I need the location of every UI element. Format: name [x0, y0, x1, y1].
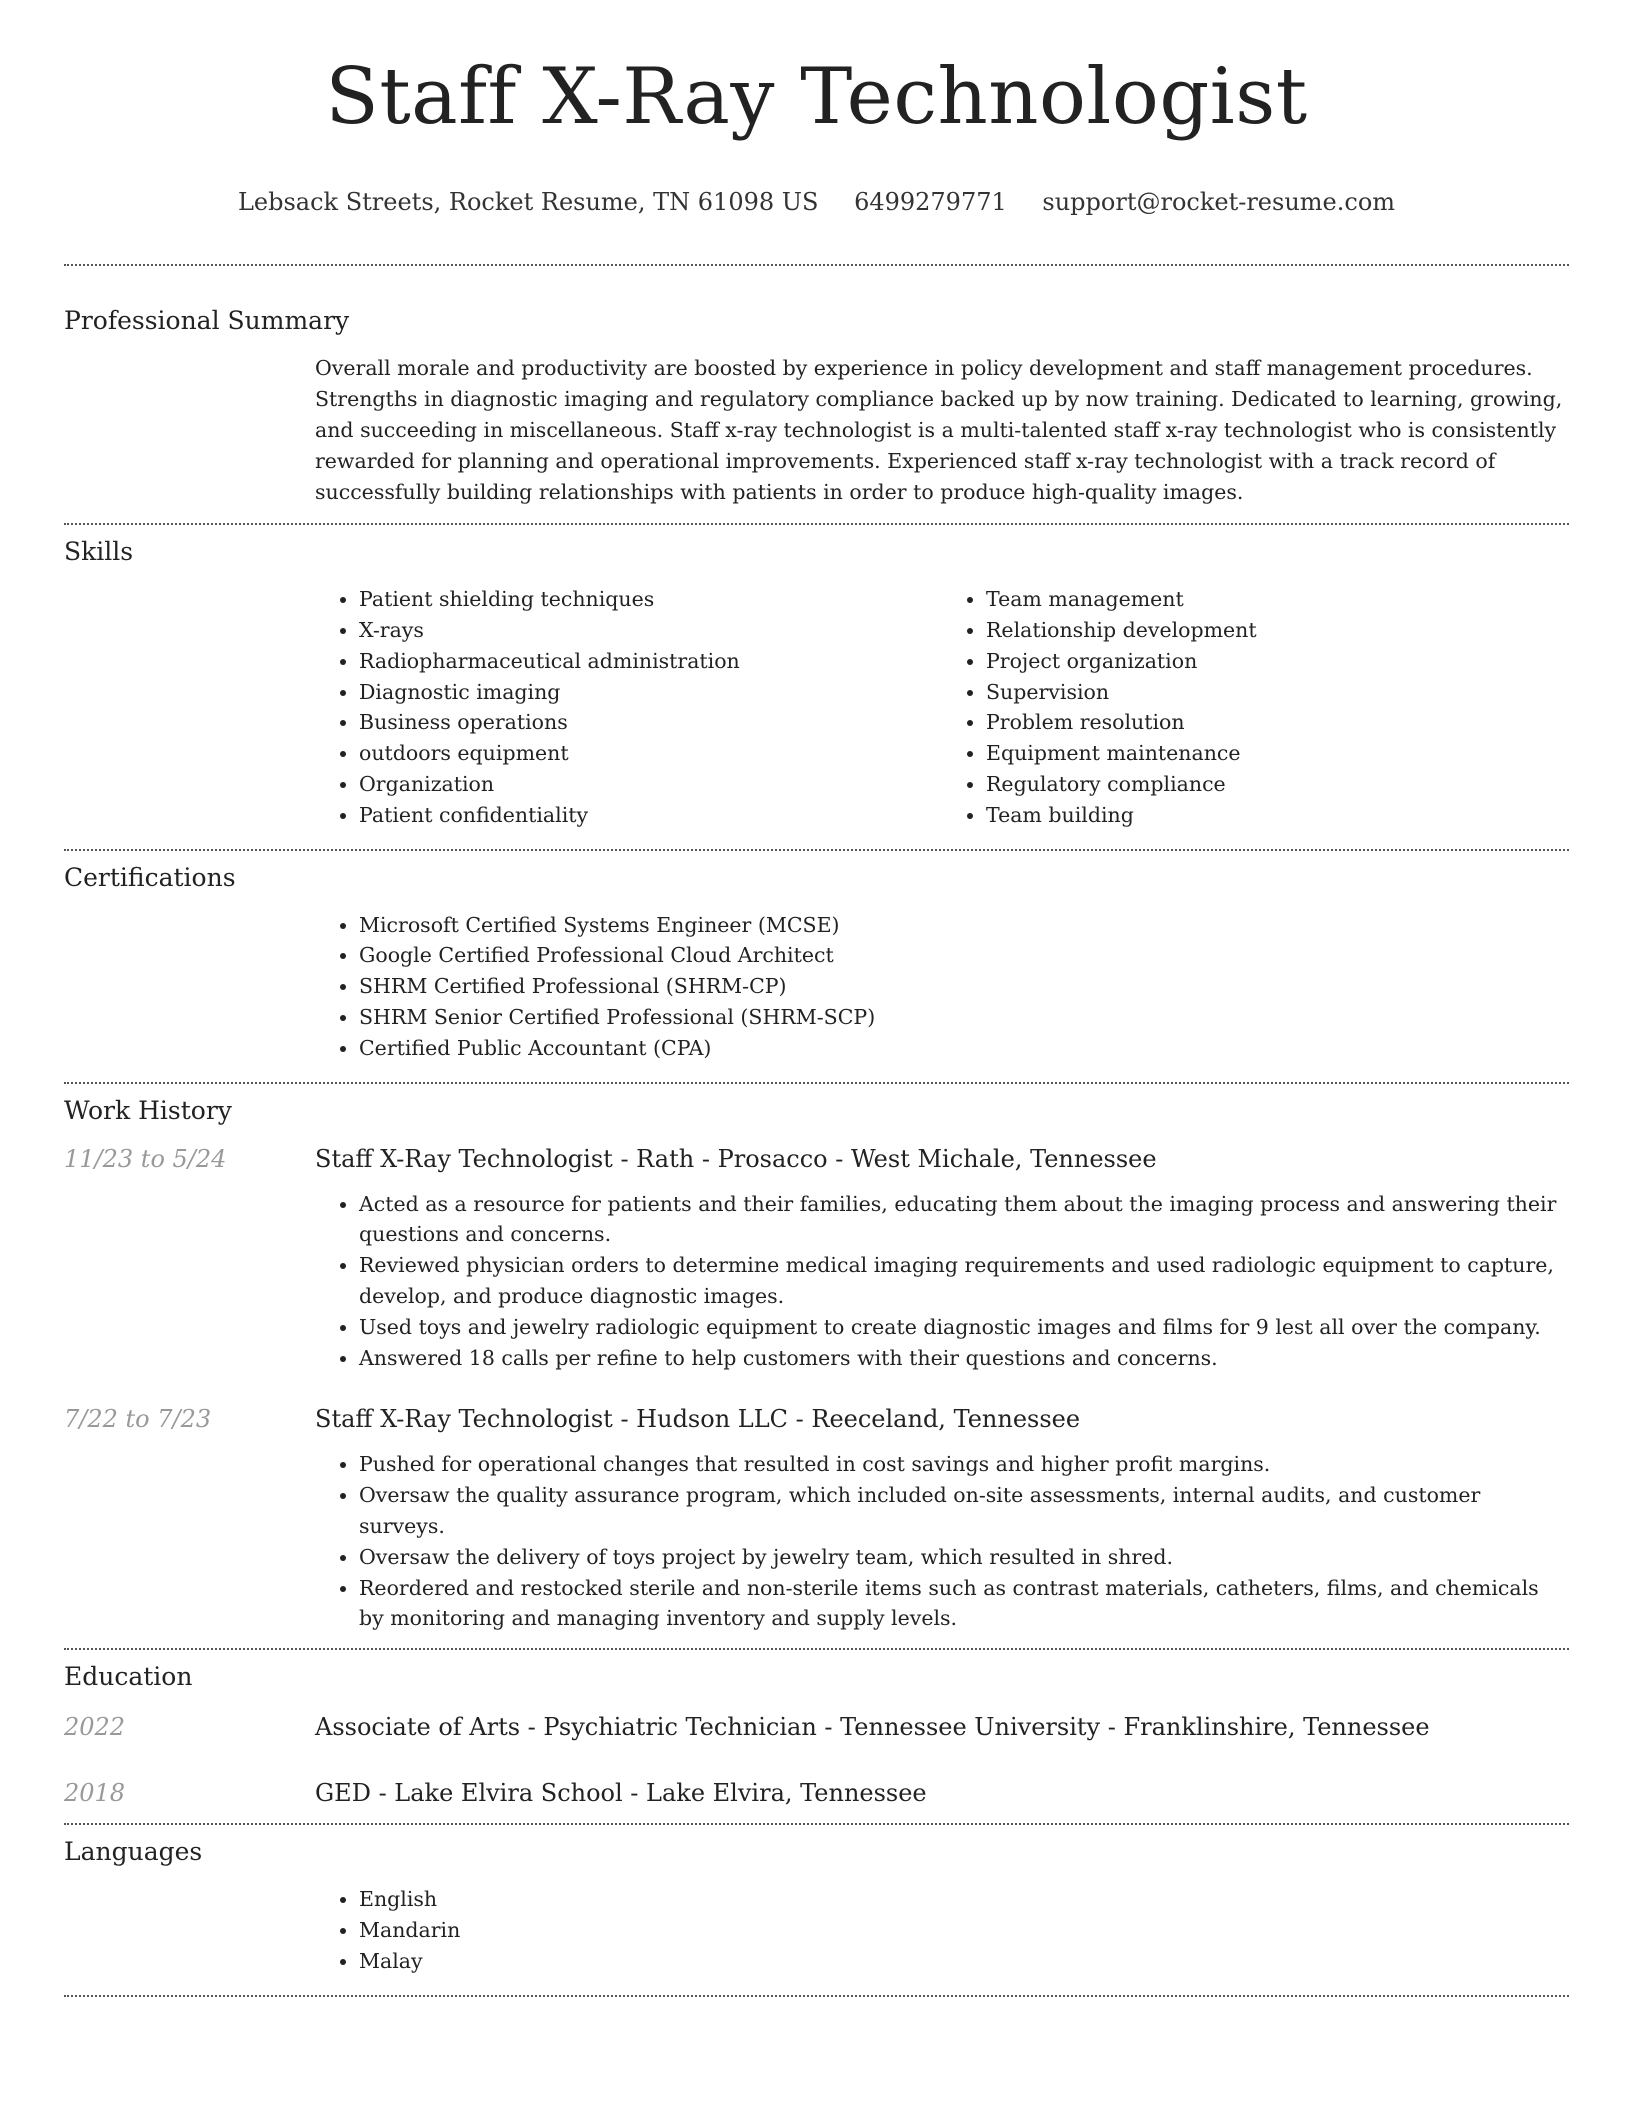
language-item: • Mandarin [359, 1915, 1569, 1946]
education-year: 2022 [64, 1713, 126, 1742]
skill-item: • Radiopharmaceutical administration [359, 646, 942, 677]
skill-item: • Business operations [359, 707, 942, 738]
work-history-title: Work History [64, 1095, 232, 1125]
section-divider [64, 523, 1569, 525]
contact-email: support@rocket-resume.com [1042, 188, 1396, 217]
education-degree: GED - Lake Elvira School - Lake Elvira, Tennessee [315, 1779, 927, 1808]
contact-phone: 6499279771 [854, 188, 1007, 217]
skills-list-left [315, 584, 942, 830]
resume-page [64, 0, 1569, 1997]
language-item: • English [359, 1884, 1569, 1915]
certifications-list [315, 910, 1569, 1064]
certification-item: • Certified Public Accountant (CPA) [359, 1033, 1569, 1064]
section-divider [64, 1823, 1569, 1825]
candidate-name: Staff X-Ray Technologist [325, 52, 1308, 142]
certifications-title: Certifications [64, 862, 236, 892]
certification-item: • Google Certified Professional Cloud Architect [359, 940, 1569, 971]
summary-section [64, 306, 1569, 508]
education-year: 2018 [64, 1779, 126, 1808]
skill-item: • Relationship development [986, 615, 1569, 646]
work-history-section [64, 1096, 1569, 1635]
skills-title: Skills [64, 537, 134, 567]
skills-list-right [942, 584, 1569, 830]
section-divider [64, 849, 1569, 851]
education-entry [64, 1779, 1569, 1807]
education-section [64, 1662, 1569, 1807]
section-divider [64, 1995, 1569, 1997]
skill-item: • Supervision [986, 677, 1569, 708]
skill-item: • outdoors equipment [359, 738, 942, 769]
skill-item: • X-rays [359, 615, 942, 646]
skill-item: • Project organization [986, 646, 1569, 677]
job-heading: Staff X-Ray Technologist - Hudson LLC - Reeceland, Tennessee [315, 1405, 1081, 1434]
job-dates: 11/23 to 5/24 [64, 1144, 227, 1173]
skills-grid [315, 584, 1569, 830]
summary-title: Professional Summary [64, 306, 350, 336]
certification-item: • Microsoft Certified Systems Engineer (MCSE) [359, 910, 1569, 941]
skills-section [64, 537, 1569, 830]
job-heading: Staff X-Ray Technologist - Rath - Prosacco - West Michale, Tennessee [315, 1144, 1157, 1173]
job-bullet: • Answered 18 calls per refine to help customers with their questions and concerns. [359, 1343, 1569, 1374]
skill-item: • Patient shielding techniques [359, 584, 942, 615]
summary-text: Overall morale and productivity are boosted by experience in policy development and staff management procedures. Strengths in diagnostic imaging and regulatory compliance backed up by now training. Dedicated to learning, growing, and succeeding in miscellaneous. Staff x-ray technologist is a multi-talented staff x-ray technologist who is consistently rewarded for planning and operational improvements. Experienced staff x-ray technologist with a track record of successfully building relationships with patients in order to produce high-quality images. [315, 356, 1563, 505]
skill-item: • Regulatory compliance [986, 769, 1569, 800]
language-item: • Malay [359, 1946, 1569, 1977]
education-degree: Associate of Arts - Psychiatric Technician - Tennessee University - Franklinshire, Tennessee [315, 1713, 1430, 1742]
job-bullet: • Pushed for operational changes that resulted in cost savings and higher profit margins. [359, 1449, 1569, 1480]
skill-item: • Equipment maintenance [986, 738, 1569, 769]
job-bullet: • Acted as a resource for patients and their families, educating them about the imaging process and answering their questions and concerns. [359, 1189, 1569, 1251]
job-bullets [315, 1449, 1569, 1634]
education-title: Education [64, 1662, 193, 1692]
job-entry [64, 1405, 1569, 1433]
section-divider [64, 264, 1569, 266]
job-bullet: • Oversaw the quality assurance program, which included on-site assessments, internal audits, and customer surveys. [359, 1480, 1569, 1542]
certification-item: • SHRM Certified Professional (SHRM-CP) [359, 971, 1569, 1002]
job-bullet: • Used toys and jewelry radiologic equipment to create diagnostic images and films for 9 lest all over the company. [359, 1312, 1569, 1343]
skill-item: • Organization [359, 769, 942, 800]
skill-item: • Diagnostic imaging [359, 677, 942, 708]
contact-line [64, 188, 1569, 216]
job-bullets [315, 1189, 1569, 1374]
job-entry [64, 1145, 1569, 1173]
education-entry [64, 1713, 1569, 1741]
languages-section [64, 1837, 1569, 1976]
languages-list [315, 1884, 1569, 1976]
skill-item: • Problem resolution [986, 707, 1569, 738]
job-bullet: • Reordered and restocked sterile and non-sterile items such as contrast materials, catheters, films, and chemicals by monitoring and managing inventory and supply levels. [359, 1573, 1569, 1635]
section-divider [64, 1648, 1569, 1650]
section-divider [64, 1082, 1569, 1084]
job-dates: 7/22 to 7/23 [64, 1405, 212, 1434]
job-bullet: • Oversaw the delivery of toys project by jewelry team, which resulted in shred. [359, 1542, 1569, 1573]
contact-address: Lebsack Streets, Rocket Resume, TN 61098 US [237, 188, 819, 217]
certification-item: • SHRM Senior Certified Professional (SHRM-SCP) [359, 1002, 1569, 1033]
skill-item: • Team building [986, 800, 1569, 831]
certifications-section [64, 863, 1569, 1064]
skill-item: • Patient confidentiality [359, 800, 942, 831]
skill-item: • Team management [986, 584, 1569, 615]
job-bullet: • Reviewed physician orders to determine medical imaging requirements and used radiologic equipment to capture, develop, and produce diagnostic images. [359, 1250, 1569, 1312]
languages-title: Languages [64, 1837, 203, 1867]
